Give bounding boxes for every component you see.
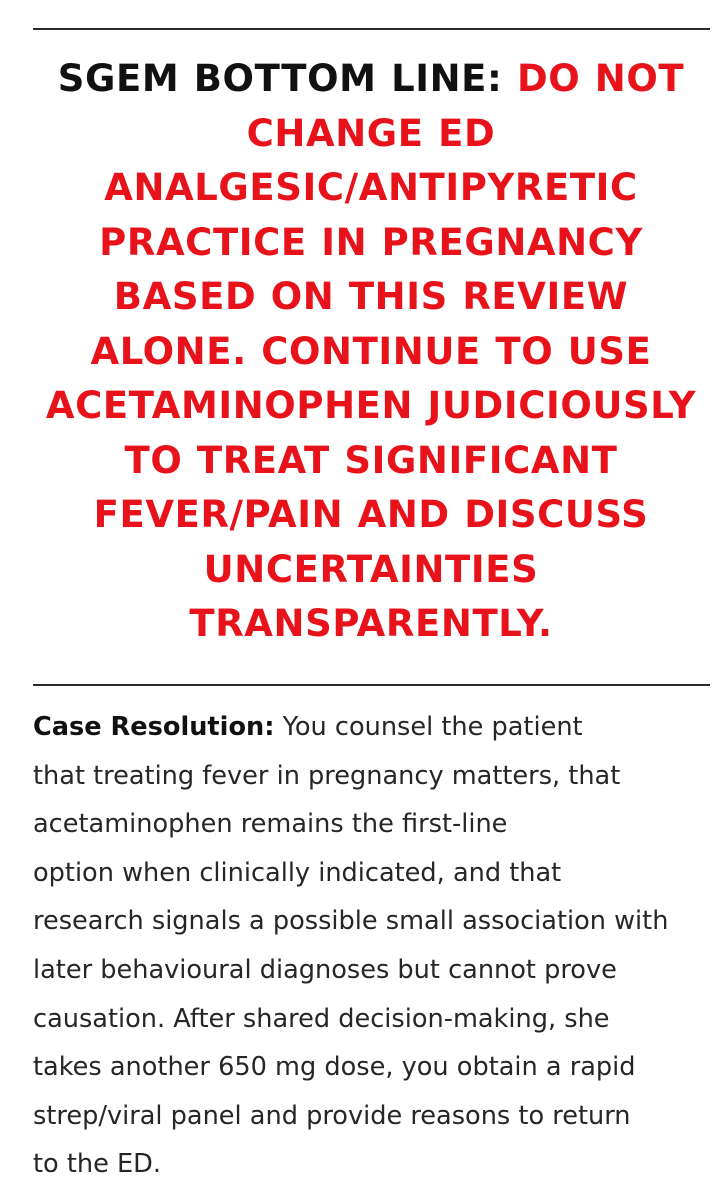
case-resolution-line: takes another 650 mg dose, you obtain a rapid bbox=[33, 1052, 636, 1083]
case-resolution-text: You counsel the patient bbox=[274, 712, 583, 742]
case-resolution-line: acetaminophen remains the first-line bbox=[33, 809, 508, 840]
case-resolution-paragraph bbox=[33, 703, 717, 1189]
bottom-line-label: SGEM BOTTOM LINE: bbox=[57, 57, 503, 100]
middle-divider bbox=[33, 684, 710, 686]
case-resolution-line: causation. After shared decision-making, she bbox=[33, 1003, 610, 1034]
case-resolution-line bbox=[33, 703, 717, 752]
case-resolution-line: later behavioural diagnoses but cannot prove bbox=[33, 954, 617, 985]
case-resolution-label: Case Resolution: bbox=[33, 712, 275, 742]
case-resolution-line: strep/viral panel and provide reasons to return bbox=[33, 1100, 631, 1131]
bottom-line-callout bbox=[40, 52, 702, 652]
top-divider bbox=[33, 28, 710, 30]
case-resolution-line: that treating fever in pregnancy matters, that bbox=[33, 760, 621, 791]
case-resolution-line: research signals a possible small association with bbox=[33, 906, 669, 937]
bottom-line-text: DO NOT CHANGE ED ANALGESIC/ANTIPYRETIC PRACTICE IN PREGNANCY BASED ON THIS REVIEW ALONE. CONTINUE TO USE ACETAMINOPHEN JUDICIOUSLY TO TREAT SIGNIFICANT FEVER/PAIN AND DISCUSS UNCERTAINTIES TRANSPARENTLY. bbox=[45, 57, 697, 645]
case-resolution-line: to the ED. bbox=[33, 1149, 161, 1180]
case-resolution-line: option when clinically indicated, and that bbox=[33, 857, 562, 888]
